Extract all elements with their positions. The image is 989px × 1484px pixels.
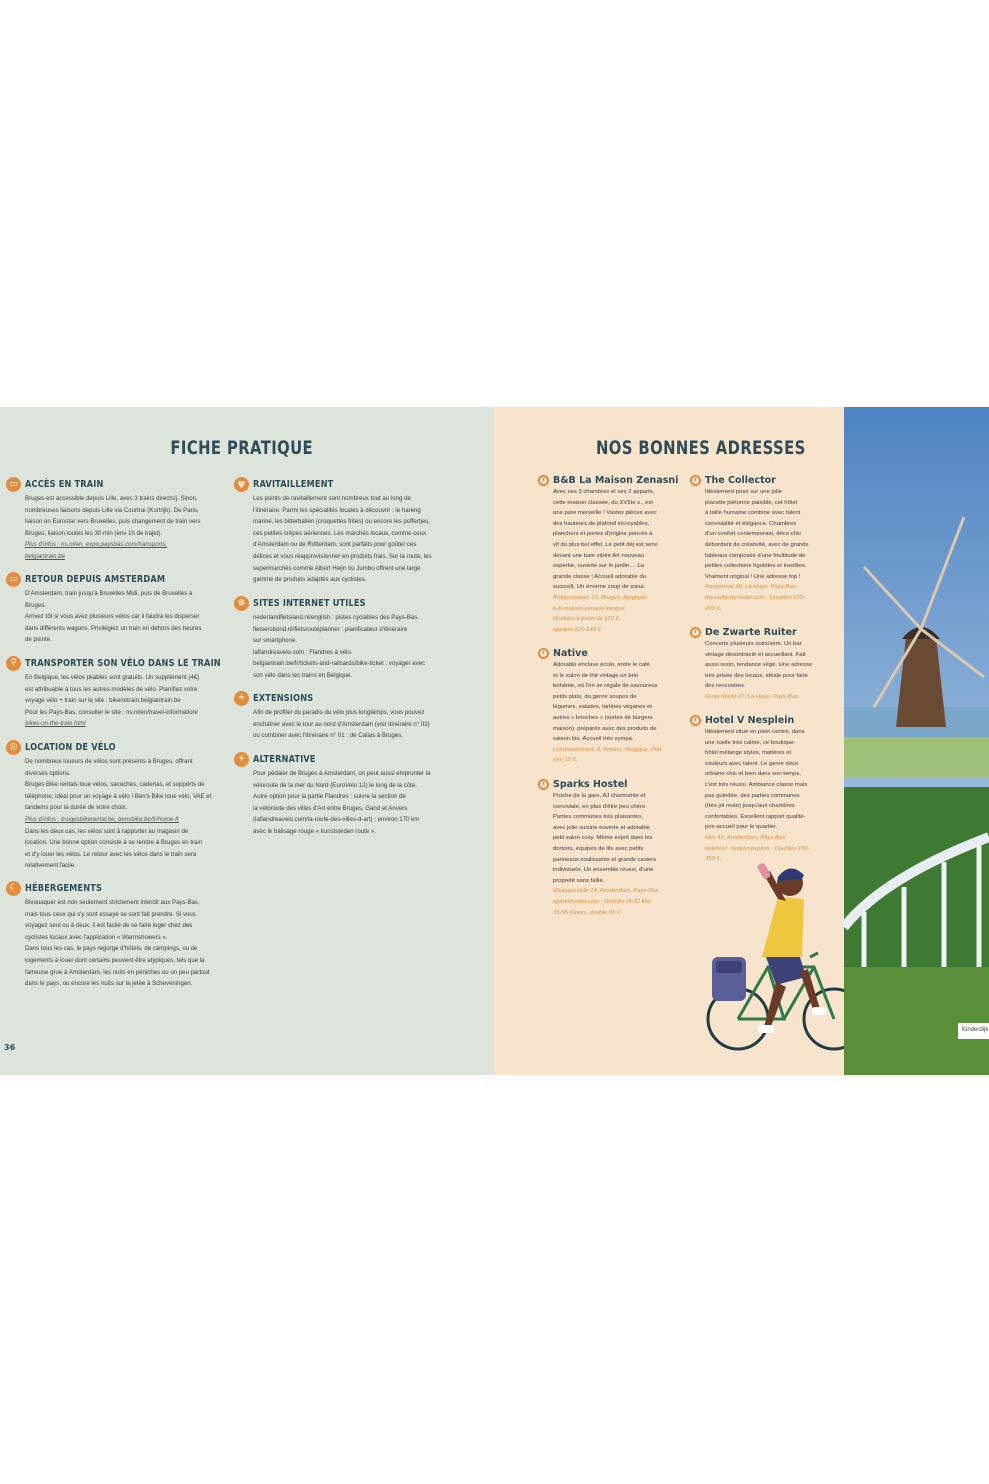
clock-icon bbox=[690, 475, 701, 486]
text-line: Autre option pour la partie Flandres : suivre la section de bbox=[253, 793, 406, 801]
text-line: propreté sans faille. bbox=[553, 877, 605, 884]
text-line: Bruges Bike rentals loue vélos, sacoches, cadenas, et supports de bbox=[25, 781, 205, 789]
text-line: (très jol resto) jusqu'aux chambres bbox=[705, 803, 795, 810]
text-line: légumes, salades, tartines véganes et bbox=[553, 704, 652, 711]
text-line: panneaux coulissants et grands casiers bbox=[553, 856, 657, 863]
section-body bbox=[252, 612, 454, 682]
text-line: et d'y louer les vélos. Le retour avec les vélos dans le train sera bbox=[25, 850, 197, 858]
text-line: l'itinéraire. Parmi les spécialités locales à découvrir : le hareng bbox=[253, 506, 421, 514]
info-line: 200 €. bbox=[705, 605, 722, 612]
text-line: des hauteurs de plafond incroyables, bbox=[553, 520, 650, 527]
text-line: (laflandreavelo.com/la-route-des-villes-d-art) ; environ 170 km bbox=[253, 816, 420, 824]
section-title: RETOUR DEPUIS AMSTERDAM bbox=[25, 573, 166, 585]
text-line: dans différents wagons. Privilégiez un train en dehors des heures bbox=[25, 624, 202, 632]
plus-icon: + bbox=[234, 752, 249, 767]
section-title: ALTERNATIVE bbox=[253, 753, 316, 765]
text-line: couleurs avec talent. Le genre déco bbox=[705, 760, 799, 767]
info-line: Doubles à partir de 110 €, bbox=[553, 616, 621, 623]
text-line: sur smartphone. bbox=[253, 637, 298, 645]
section-title: RAVITAILLEMENT bbox=[253, 478, 334, 490]
text-line: vif du plus bel effet. Le petit déj est servi bbox=[553, 541, 658, 548]
text-line: Pour pédaler de Bruges à Amsterdam, on peut aussi emprunter la bbox=[253, 770, 431, 777]
text-line: dans le pays, ou encore les nuits sur la jetée à Scheveningen. bbox=[25, 980, 193, 988]
text-line: planchers et portes d'origine poncés à bbox=[553, 531, 653, 538]
info-line: Grote Markt 27, La Haye, Pays-Bas. bbox=[705, 693, 800, 700]
info-line[interactable]: hotelv.nl · hotelvnesplein · Doubles 190- bbox=[705, 845, 810, 852]
text-line: convivialité et élégance. Chambres bbox=[705, 520, 797, 527]
right-page bbox=[494, 407, 844, 1075]
link-line[interactable]: belgiantrain.be bbox=[25, 552, 65, 560]
text-line: d'Amsterdam ou de Rotterdam, sont parfaits pour goûter ces bbox=[253, 541, 417, 549]
info-line[interactable]: the-collector-hotel.com · Doubles 100- bbox=[705, 594, 805, 601]
section-title: TRANSPORTER SON VÉLO DANS LE TRAIN bbox=[25, 657, 221, 669]
address-name: Hotel V Nesplein bbox=[705, 714, 795, 726]
text-line: supermarchés comme Albert Heijn ou Jumbo offrent une large bbox=[253, 564, 421, 572]
text-line: placette piétonne paisible, cet hôtel bbox=[705, 499, 798, 506]
text-line: tandems pour la durée de votre choix. bbox=[25, 804, 128, 812]
text-line: cette maison classée, du XVIIIe s., est bbox=[553, 499, 653, 506]
text-line: Arrivez tôt si vous avez plusieurs vélos car il faudra les disperser bbox=[25, 613, 200, 621]
text-line: avec jolie cuisine ouverte et adorable bbox=[553, 824, 650, 831]
section-title: LOCATION DE VÉLO bbox=[25, 741, 116, 753]
address-native bbox=[538, 646, 688, 766]
text-line: et le salon de thé vintage un brin bbox=[553, 672, 639, 679]
text-line: logements à louer dont certains peuvent être atypiques, tels que la bbox=[25, 956, 205, 964]
text-line: devant une baie vitrée Art nouveau bbox=[553, 552, 645, 559]
globe-icon: ⊕ bbox=[234, 596, 249, 611]
text-line: Dans tous les cas, le pays regorge d'hôtels, de campings, ou de bbox=[25, 945, 198, 953]
text-line: grande classe ! Accueil adorable du bbox=[553, 573, 647, 580]
text-line: voyagez seul ou à deux, il est facile de se faire loger chez des bbox=[25, 922, 193, 930]
text-line: son vélo dans les trains en Belgique. bbox=[253, 671, 353, 679]
section-body bbox=[252, 768, 454, 838]
info-line: Riddersstraat, 10, Bruges, Belgique. bbox=[553, 594, 648, 601]
text-line: sucrcoît. Un énorme coup de cœur. bbox=[553, 584, 646, 591]
fork-knife-icon: ψ bbox=[234, 477, 249, 492]
text-line: relativement facile. bbox=[25, 862, 76, 870]
text-line: pas guindée, des parties communes bbox=[705, 792, 800, 799]
text-line: Concerts plusieurs soirs/sem. Un bar bbox=[705, 641, 802, 647]
text-line: liaison en Eurostar vers Bruxelles, puis changement de train vers bbox=[25, 518, 201, 526]
text-line: petites collections rigolotes et insolites. bbox=[705, 563, 807, 570]
text-line: Adorable enclave écolo, entre le café bbox=[553, 662, 650, 668]
text-line: Avec ses 3 chambres et ses 2 apparts, bbox=[553, 489, 655, 495]
text-line: des rencontres. bbox=[705, 683, 746, 690]
text-line: cyclistes locaux avec l'application « Warmshowers ». bbox=[25, 933, 168, 941]
text-line: Pour les Pays-Bas, consulter le site : ns.nl/en/travel-information/ bbox=[25, 708, 198, 716]
train-icon: ▭ bbox=[6, 477, 21, 492]
windmill-photo-art bbox=[844, 407, 989, 1075]
address-body bbox=[553, 660, 688, 766]
info-line: apparts 120-140 €. bbox=[553, 626, 603, 633]
info-line: 350 €. bbox=[705, 856, 722, 863]
address-body bbox=[705, 487, 840, 614]
page-title-bonnes-adresses: NOS BONNES ADRESSES bbox=[596, 437, 806, 459]
section-extensions bbox=[234, 689, 454, 742]
text-line: débordant de créativité, avec de grands bbox=[705, 541, 809, 548]
text-line: D'Amsterdam, train jusqu'à Bruxelles Midi, puis de Bruxelles à bbox=[25, 590, 193, 597]
text-line: De nombreux loueurs de vélos sont présents à Bruges, offrant bbox=[25, 758, 193, 765]
page-title-fiche-pratique: FICHE PRATIQUE bbox=[170, 437, 314, 459]
address-sparks-hostel bbox=[538, 777, 688, 918]
text-line: maison), préparés avec des produits de bbox=[553, 725, 657, 732]
address-body bbox=[553, 487, 688, 635]
address-info bbox=[705, 692, 840, 703]
text-line: Afin de profiter du paradis du vélo plus longtemps, vous pouvez bbox=[253, 709, 425, 716]
text-line: Vraiment original ! Une adresse top ! bbox=[705, 573, 801, 580]
left-page bbox=[0, 407, 494, 1075]
text-line: mariné, les bitterballen (croquettes frites) ou encore les poffertjes, bbox=[253, 518, 431, 526]
text-line: la véloroute des villes d'Art entre Bruges, Gand et Anvers bbox=[253, 804, 408, 812]
section-title: EXTENSIONS bbox=[253, 692, 314, 704]
text-line: urbaine chic et bien dans son temps, bbox=[705, 771, 801, 778]
text-line: dortoirs, équipés de lits avec petits bbox=[553, 845, 644, 852]
text-line: ou combiner avec l'itinéraire n° 01 : de Calais à Bruges. bbox=[253, 732, 403, 740]
text-line: location. Une bonne option consiste à se rendre à Bruges en train bbox=[25, 839, 203, 847]
text-line: délices et vous réapprovisionner en produits frais. Sur la route, les bbox=[253, 552, 432, 560]
section-hebergements bbox=[6, 879, 226, 990]
text-line: avec le balisage rouge « kunststeden route ». bbox=[253, 827, 376, 835]
text-line: saison bio. Accueil très sympa. bbox=[553, 736, 634, 743]
text-line: vintage décontracté et accueillant. Fait bbox=[705, 651, 806, 658]
section-alternative bbox=[234, 750, 454, 838]
address-info bbox=[553, 745, 688, 766]
text-line: tableaux composés d'une foultitude de bbox=[705, 552, 806, 559]
photo-caption: Kinderdijk bbox=[958, 1023, 989, 1039]
section-location-velo bbox=[6, 738, 226, 872]
section-body bbox=[252, 707, 454, 742]
info-line: Hoogstraat 40, La Haye, Pays-Bas. bbox=[705, 584, 798, 591]
clock-icon bbox=[538, 475, 549, 486]
text-line: fameuse grue à Amsterdam, les nuits en péniches ou un peu partout bbox=[25, 968, 210, 976]
book-spread bbox=[0, 407, 989, 1075]
text-line: une ruelle très calme, ce boutique- bbox=[705, 739, 796, 746]
text-line: autres « brioches » (sortes de burgers bbox=[553, 714, 653, 721]
text-line: En Belgique, les vélos pliables sont gratuits. Un supplément (4€) bbox=[25, 674, 200, 681]
address-info bbox=[553, 886, 688, 918]
clock-icon bbox=[690, 627, 701, 638]
section-ravitaillement bbox=[234, 475, 454, 586]
section-title: HÉBERGEMENTS bbox=[25, 882, 103, 894]
info-line: env 12 €. bbox=[553, 757, 578, 764]
text-line: confortables. Excellent rapport qualité- bbox=[705, 813, 806, 820]
text-line: hôtel mélange styles, matières et bbox=[705, 750, 792, 757]
text-line: petit salon cosy. Même esprit dans les bbox=[553, 835, 653, 842]
text-line: nombreuses liaisons depuis Lille via Courtrai (Kortrijk). De Paris, bbox=[25, 506, 199, 514]
section-body bbox=[24, 493, 226, 563]
text-line: nederlandfietsland.nl/english : pistes cyclables des Pays-Bas. bbox=[253, 614, 419, 621]
wheel-icon: ◎ bbox=[6, 740, 21, 755]
text-line: conviviale, en plus d'être peu chère. bbox=[553, 803, 647, 810]
section-acces-train bbox=[6, 475, 226, 563]
link-line[interactable]: Plus d'infos : brugesbikerental.be, bensbike.be/fr/home-fr bbox=[25, 815, 179, 823]
text-line: Proche de la gare, AJ charmante et bbox=[553, 793, 646, 799]
address-name: De Zwarte Ruiter bbox=[705, 626, 797, 638]
text-line: voyage vélo + train sur le site : bikenotrain.belgiantrain.be bbox=[25, 697, 181, 705]
text-line: d'un confort contemporain, déco chic bbox=[705, 531, 802, 538]
text-line: belgiantrain.be/fr/tickets-and-railcards/bike-ticket : voyager avec bbox=[253, 660, 426, 668]
link-line[interactable]: bikes-on-the-train.html bbox=[25, 720, 86, 728]
text-line: est attribuable à tous les autres modèles de vélo. Planifiez votre bbox=[25, 685, 198, 693]
address-body bbox=[705, 727, 840, 865]
text-line: c'est très réussi. Ambiance classe mais bbox=[705, 781, 808, 788]
text-line: Parties communes très plaisantes, bbox=[553, 814, 644, 821]
address-name: Native bbox=[553, 647, 588, 659]
text-line: Dans les deux cas, les vélos sont à rapporter au magasin de bbox=[25, 827, 189, 835]
text-line: laflandreavelo.com : Flandres à vélo. bbox=[253, 648, 353, 656]
text-line: Bruges est accessible depuis Lille, avec 3 trains directs/j. Sinon, bbox=[25, 495, 198, 502]
address-the-collector bbox=[690, 473, 840, 614]
info-line: Weesperzijde 14, Amsterdam, Pays-Bas. bbox=[553, 888, 661, 895]
text-line: Bivouaquer est non seulement strictement interdit aux Pays-Bas, bbox=[25, 899, 200, 906]
bike-icon: ⚲ bbox=[6, 656, 21, 671]
clock-icon bbox=[690, 715, 701, 726]
section-body bbox=[24, 672, 226, 730]
address-maison-zenasni bbox=[538, 473, 688, 635]
text-line: gamme de produits adaptés aux cyclistes. bbox=[253, 576, 367, 584]
address-name: Sparks Hostel bbox=[553, 778, 628, 790]
section-body bbox=[252, 493, 454, 586]
text-line: de pointe. bbox=[25, 636, 52, 644]
section-title: SITES INTERNET UTILES bbox=[253, 597, 366, 609]
moon-icon: ☾ bbox=[6, 881, 21, 896]
clock-icon bbox=[538, 779, 549, 790]
text-line: individuels. Un ensemble réussi, d'une bbox=[553, 867, 654, 874]
windmill-photo bbox=[844, 407, 989, 1075]
section-transporter-velo bbox=[6, 654, 226, 730]
info-line: 35-55 €/pers, double 95 €. bbox=[553, 909, 622, 916]
text-line: téléphone, idéal pour un voyage à vélo ! Ben's Bike loue vélo, VAE et bbox=[25, 792, 212, 800]
info-line[interactable]: b-b-maison-zenasni-bruges bbox=[553, 605, 625, 612]
text-line: très prisée des locaux, idéale pour faire bbox=[705, 672, 808, 679]
text-line: enchaîner avec le tour au nord d'Amsterdam (voir itinéraire n° 03) bbox=[253, 720, 430, 728]
text-line: prix-accueil pour le quartier. bbox=[705, 824, 778, 831]
info-line[interactable]: sparkshostel.com · Dortoirs (4-12 lits) bbox=[553, 898, 651, 905]
section-sites-internet bbox=[234, 594, 454, 682]
address-name: The Collector bbox=[705, 474, 776, 486]
clock-icon bbox=[538, 648, 549, 659]
address-hotel-v-nesplein bbox=[690, 713, 840, 865]
text-line: petits plats, du genre soupes de bbox=[553, 693, 637, 700]
text-line: Bruges, liaison toutes les 30 min (env 1h de trajet). bbox=[25, 529, 163, 537]
text-line: bohème, où l'on se régale de savoureux bbox=[553, 683, 658, 690]
address-body bbox=[705, 639, 840, 703]
text-line: à taille humaine combine avec talent bbox=[705, 510, 801, 517]
text-line: Bruges. bbox=[25, 601, 47, 609]
section-body bbox=[24, 756, 226, 872]
address-info bbox=[705, 582, 840, 614]
address-name: B&B La Maison Zenasni bbox=[553, 474, 679, 486]
address-info bbox=[553, 593, 688, 635]
text-line: une pure merveille ! Vastes pièces avec bbox=[553, 510, 657, 517]
page-number: 36 bbox=[4, 1043, 16, 1052]
text-line: diverses options. bbox=[25, 769, 71, 777]
plus-icon: + bbox=[234, 691, 249, 706]
section-retour-amsterdam bbox=[6, 570, 226, 646]
info-line: Lombardenvest, 8, Anvers, Belgique. Plat bbox=[553, 746, 662, 753]
link-line[interactable]: Plus d'infos : ns.nl/en, expo.paysbas.com/transports, bbox=[25, 541, 168, 549]
section-body bbox=[24, 897, 226, 990]
text-line: ces petites crêpes aériennes. Les marchés locaux, comme ceux bbox=[253, 529, 427, 537]
train-icon: ▭ bbox=[6, 572, 21, 587]
text-line: mais tous ceux qui s'y sont essayé se sont fait prendre. Si vous bbox=[25, 910, 196, 918]
text-line: véloroute de la mer du Nord (EuroVelo 12) le long de la côte. bbox=[253, 781, 417, 789]
text-line: fietsersbond.nl/fietsrouteplanner : planificateur d'itinéraire bbox=[253, 625, 408, 633]
text-line: Les points de ravitaillement sont nombreux tout au long de bbox=[253, 495, 411, 502]
text-line: Idéalement situé en plein centre, dans bbox=[705, 729, 805, 735]
address-de-zwarte-ruiter bbox=[690, 625, 840, 703]
text-line: superbe, ouverte sur le jardin.... La bbox=[553, 563, 645, 570]
text-line: Idéalement posé sur une jolie bbox=[705, 489, 782, 495]
address-body bbox=[553, 791, 688, 918]
info-line: Nes 49, Amsterdam, Pays-Bas. bbox=[705, 834, 787, 841]
text-line: aussi resto, tendance végé. Une adresse bbox=[705, 662, 813, 669]
section-title: ACCÈS EN TRAIN bbox=[25, 478, 104, 490]
section-body bbox=[24, 588, 226, 646]
